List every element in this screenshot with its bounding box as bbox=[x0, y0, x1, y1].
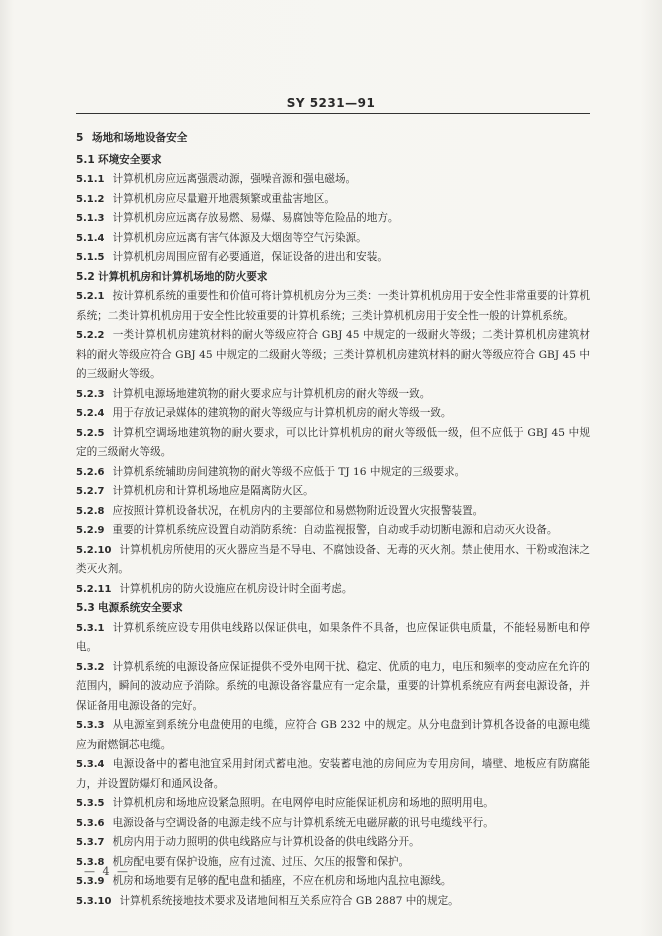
subsection-title: 电源系统安全要求 bbox=[98, 602, 183, 614]
clause-number: 5.1.1 bbox=[76, 174, 105, 185]
clause bbox=[76, 287, 590, 326]
clause bbox=[76, 755, 590, 794]
clause-text: 从电源室到系统分电盘使用的电缆，应符合 GB 232 中的规定。从分电盘到计算机各设备的电源电缆应为耐燃铜芯电缆。 bbox=[76, 719, 590, 751]
clause bbox=[76, 463, 590, 483]
clause-text: 计算机机房应远离强震动源，强噪音源和强电磁场。 bbox=[112, 173, 357, 185]
clause-number: 5.2.3 bbox=[76, 388, 105, 400]
clause bbox=[76, 541, 590, 580]
header-rule bbox=[76, 113, 590, 114]
clause-number: 5.2.4 bbox=[76, 408, 105, 419]
clause-number: 5.2.10 bbox=[76, 544, 112, 556]
clause-text: 机房内用于动力照明的供电线路应与计算机设备的供电线路分开。 bbox=[112, 836, 420, 848]
clause-text: 计算机机房应尽量避开地震频繁或重盐害地区。 bbox=[112, 192, 335, 205]
clause bbox=[76, 170, 590, 190]
clause-text: 计算机机房所使用的灭火器应当是不导电、不腐蚀设备、无毒的灭火剂。禁止使用水、干粉或泡沫之类灭火剂。 bbox=[76, 543, 590, 575]
clause-text: 计算机机房的防火设施应在机房设计时全面考虑。 bbox=[119, 582, 353, 595]
clause bbox=[76, 385, 590, 405]
clause-text: 机房和场地要有足够的配电盘和插座，不应在机房和场地内乱拉电源线。 bbox=[112, 875, 452, 887]
clause-number: 5.3.6 bbox=[76, 817, 105, 829]
clause-number: 5.2.9 bbox=[76, 525, 105, 536]
document-body bbox=[76, 127, 590, 911]
clause-number: 5.3.1 bbox=[76, 622, 105, 634]
standard-code-header: SY 5231—91 bbox=[286, 96, 376, 110]
clause-text: 计算机系统接地技术要求及诸地间相互关系应符合 GB 2887 中的规定。 bbox=[119, 894, 459, 907]
clause-number: 5.3.8 bbox=[76, 856, 105, 868]
section-number: 5 bbox=[76, 132, 84, 144]
clause bbox=[76, 482, 590, 502]
clause-number: 5.3.9 bbox=[76, 876, 105, 887]
clause bbox=[76, 658, 590, 717]
clause-number: 5.2.11 bbox=[76, 583, 112, 595]
clause bbox=[76, 209, 590, 229]
clause-number: 5.1.4 bbox=[76, 232, 105, 244]
clause bbox=[76, 404, 590, 424]
clause-text: 计算机机房和计算机场地应是隔离防火区。 bbox=[112, 485, 314, 497]
clause bbox=[76, 619, 590, 658]
clause bbox=[76, 190, 590, 210]
clause-number: 5.3.7 bbox=[76, 837, 105, 848]
clause-text: 机房配电要有保护设施，应有过流、过压、欠压的报警和保护。 bbox=[112, 855, 410, 868]
clause-text: 按计算机系统的重要性和价值可将计算机机房分为三类：一类计算机机房用于安全性非常重要的计算机系统；二类计算机机房用于安全性比较重要的计算机系统；三类计算机机房用于安全性一般的计算机系统。 bbox=[76, 290, 590, 322]
clause-number: 5.2.2 bbox=[76, 330, 105, 341]
clause-number: 5.1.5 bbox=[76, 252, 105, 263]
clause-number: 5.2.7 bbox=[76, 486, 105, 497]
clause-text: 电源设备中的蓄电池宜采用封闭式蓄电池。安装蓄电池的房间应为专用房间，墙壁、地板应有防腐能力，并设置防爆灯和通风设备。 bbox=[76, 758, 590, 790]
clause-text: 计算机系统应设专用供电线路以保证供电，如果条件不具备，也应保证供电质量，不能轻易断电和停电。 bbox=[76, 621, 590, 653]
clause-text: 一类计算机机房建筑材料的耐火等级应符合 GBJ 45 中规定的一级耐火等级；二类计算机机房建筑材料的耐火等级应符合 GBJ 45 中规定的二级耐火等级；三类计算机机房建筑材料的耐火等级应符合 GBJ 45 中的三级耐火等级。 bbox=[76, 329, 590, 380]
subsection-heading bbox=[76, 268, 590, 288]
clause-text: 计算机空调场地建筑物的耐火要求，可以比计算机机房的耐火等级低一级，但不应低于 GBJ 45 中规定的三级耐火等级。 bbox=[76, 426, 590, 458]
clause bbox=[76, 794, 590, 814]
clause bbox=[76, 229, 590, 249]
clause-text: 重要的计算机系统应设置自动消防系统：自动监视报警，自动或手动切断电源和启动灭火设备。 bbox=[112, 524, 558, 536]
subsection-heading bbox=[76, 151, 590, 171]
clause-text: 计算机机房应远离存放易燃、易爆、易腐蚀等危险品的地方。 bbox=[112, 212, 399, 224]
clause bbox=[76, 326, 590, 385]
clause bbox=[76, 833, 590, 853]
clause-number: 5.3.2 bbox=[76, 661, 105, 673]
clause-text: 计算机系统辅助房间建筑物的耐火等级不应低于 TJ 16 中规定的三级要求。 bbox=[112, 465, 466, 478]
clause-number: 5.3.10 bbox=[76, 895, 112, 907]
clause-number: 5.2.1 bbox=[76, 291, 105, 302]
subsection-number: 5.2 bbox=[76, 270, 95, 283]
clause-number: 5.2.6 bbox=[76, 466, 105, 478]
clause-text: 计算机电源场地建筑物的耐火要求应与计算机机房的耐火等级一致。 bbox=[112, 387, 431, 400]
clause-text: 应按照计算机设备状况，在机房内的主要部位和易燃物附近设置火灾报警装置。 bbox=[112, 504, 484, 517]
clause bbox=[76, 892, 590, 912]
clause bbox=[76, 853, 590, 873]
clause-text: 计算机机房和场地应设紧急照明。在电网停电时应能保证机房和场地的照明用电。 bbox=[112, 797, 494, 809]
clause-number: 5.1.2 bbox=[76, 193, 105, 205]
clause bbox=[76, 872, 590, 892]
subsection-number: 5.1 bbox=[76, 153, 95, 166]
clause-text: 用于存放记录媒体的建筑物的耐火等级应与计算机机房的耐火等级一致。 bbox=[112, 407, 452, 419]
clause-number: 5.3.3 bbox=[76, 720, 105, 731]
clause-number: 5.2.8 bbox=[76, 505, 105, 517]
subsection-number: 5.3 bbox=[76, 602, 95, 614]
subsection-heading bbox=[76, 599, 590, 619]
clause bbox=[76, 814, 590, 834]
clause-text: 计算机机房应远离有害气体源及大烟囱等空气污染源。 bbox=[112, 231, 367, 244]
clause-number: 5.3.5 bbox=[76, 798, 105, 809]
clause bbox=[76, 502, 590, 522]
clause-text: 计算机系统的电源设备应保证提供不受外电网干扰、稳定、优质的电力，电压和频率的变动应在允许的范围内，瞬间的波动应予消除。系统的电源设备容量应有一定余量，重要的计算机系统应有两套电源设备，并保证备用电源设备的完好。 bbox=[76, 660, 590, 712]
clause-number: 5.1.3 bbox=[76, 213, 105, 224]
clause-text: 电源设备与空调设备的电源走线不应与计算机系统无电磁屏蔽的讯号电缆线平行。 bbox=[112, 816, 494, 829]
clause-text: 计算机机房周围应留有必要通道，保证设备的进出和安装。 bbox=[112, 251, 388, 263]
clause bbox=[76, 521, 590, 541]
clause-number: 5.2.5 bbox=[76, 427, 105, 439]
clause bbox=[76, 580, 590, 600]
clause-number: 5.3.4 bbox=[76, 759, 105, 770]
clause bbox=[76, 716, 590, 755]
section-title: 场地和场地设备安全 bbox=[92, 132, 188, 144]
page-number: — 4 — bbox=[84, 865, 130, 878]
subsection-title: 环境安全要求 bbox=[98, 153, 162, 166]
clause bbox=[76, 248, 590, 268]
section-heading bbox=[76, 129, 590, 149]
clause bbox=[76, 424, 590, 463]
subsection-title: 计算机机房和计算机场地的防火要求 bbox=[98, 270, 268, 283]
